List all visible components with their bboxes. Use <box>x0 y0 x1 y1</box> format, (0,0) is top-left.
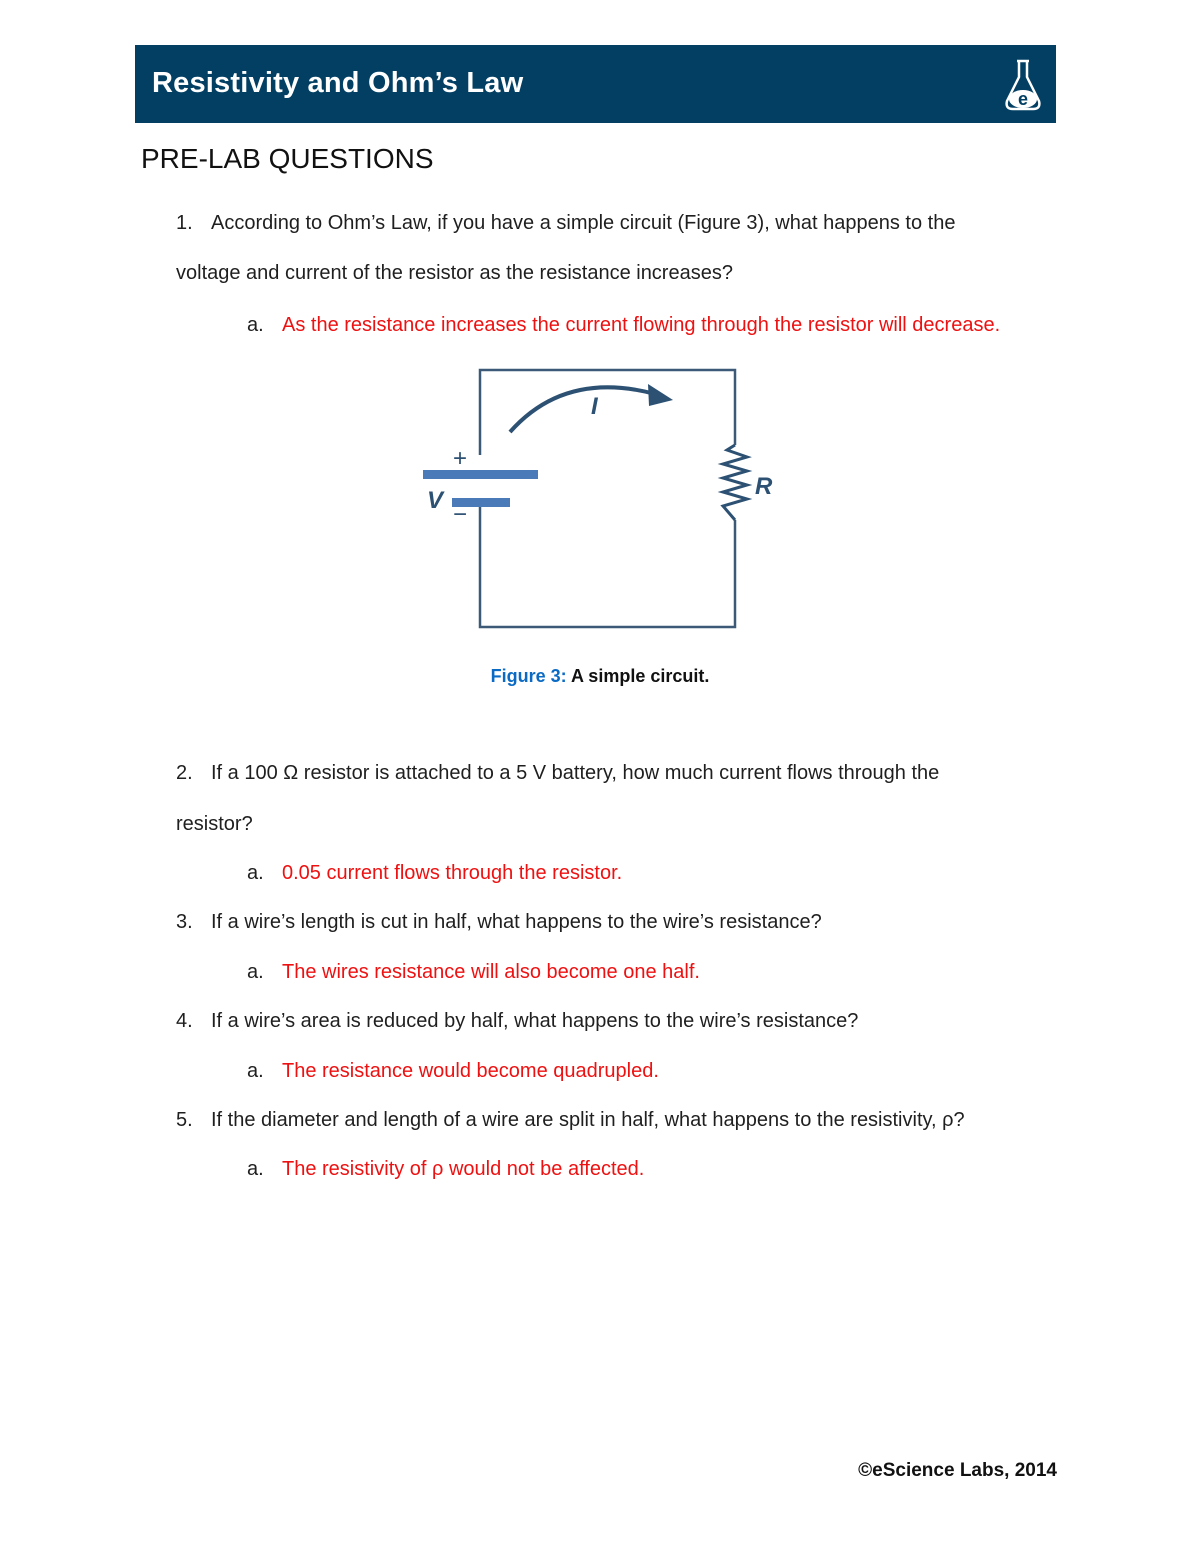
current-arrowhead <box>648 384 673 406</box>
circuit-wire-bottom <box>480 505 735 627</box>
answer-letter: a. <box>247 314 264 336</box>
question-text: According to Ohm’s Law, if you have a simple circuit (Figure 3), what happens to the <box>211 212 956 234</box>
question-text: If the diameter and length of a wire are split in half, what happens to the resistivity, ρ? <box>211 1109 965 1131</box>
section-title: PRE-LAB QUESTIONS <box>141 143 434 174</box>
question-number: 4. <box>176 1010 193 1032</box>
escience-flask-logo-icon <box>999 55 1047 115</box>
copyright-footer: ©eScience Labs, 2014 <box>858 1460 1057 1481</box>
battery-minus-sign: − <box>453 501 468 528</box>
answer-text: The resistance would become quadrupled. <box>282 1060 659 1082</box>
question-number: 1. <box>176 212 193 234</box>
figure-caption <box>0 666 1200 687</box>
resistor-symbol <box>723 445 747 520</box>
battery-positive-plate <box>423 470 538 479</box>
question-text: If a wire’s area is reduced by half, what happens to the wire’s resistance? <box>211 1010 859 1032</box>
question-number: 5. <box>176 1109 193 1131</box>
answer-text: The resistivity of ρ would not be affected. <box>282 1158 645 1180</box>
question-text: If a 100 Ω resistor is attached to a 5 V battery, how much current flows through the <box>211 762 940 784</box>
answer-letter: a. <box>247 1060 264 1082</box>
simple-circuit-diagram <box>415 360 815 640</box>
figure-caption-text: A simple circuit. <box>566 666 710 686</box>
question-number: 2. <box>176 762 193 784</box>
voltage-label: V <box>427 487 444 514</box>
battery-plus-sign: + <box>453 445 468 472</box>
question-number: 3. <box>176 911 193 933</box>
answer-letter: a. <box>247 1158 264 1180</box>
question-text: If a wire’s length is cut in half, what happens to the wire’s resistance? <box>211 911 822 933</box>
circuit-wire-top <box>480 370 735 455</box>
answer-text: The wires resistance will also become one half. <box>282 961 700 983</box>
resistance-label: R <box>755 473 773 500</box>
document-title: Resistivity and Ohm’s Law <box>152 67 524 99</box>
answer-letter: a. <box>247 961 264 983</box>
current-arrow <box>510 387 655 432</box>
current-label: I <box>591 393 598 420</box>
answer-text: 0.05 current flows through the resistor. <box>282 862 623 884</box>
header-banner <box>135 45 1056 123</box>
svg-text:e: e <box>1017 89 1029 109</box>
answer-letter: a. <box>247 862 264 884</box>
question-text: voltage and current of the resistor as the resistance increases? <box>176 262 733 284</box>
figure-label: Figure 3: <box>490 666 567 686</box>
answer-text: As the resistance increases the current flowing through the resistor will decrease. <box>282 314 1001 336</box>
question-text: resistor? <box>176 813 253 835</box>
